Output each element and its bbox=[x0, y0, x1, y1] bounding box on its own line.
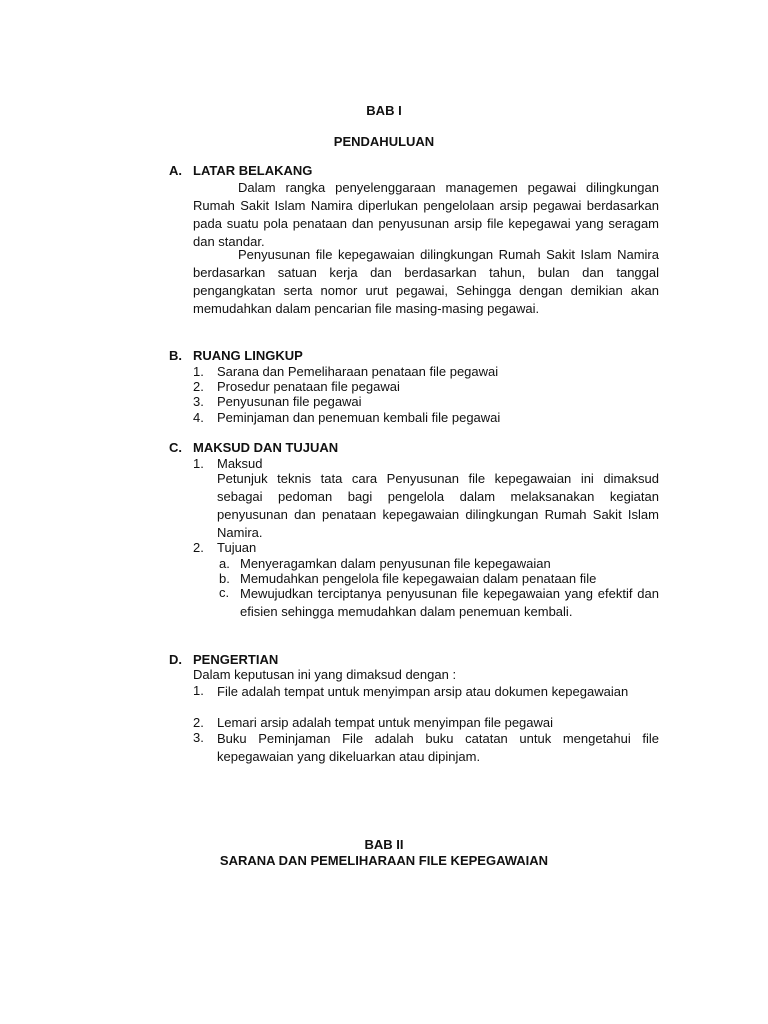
tujuan-label: Tujuan bbox=[217, 540, 257, 555]
list-item-number: 2. bbox=[193, 379, 204, 394]
section-a-paragraph-1-text: Dalam rangka penyelenggaraan managemen pegawai dilingkungan Rumah Sakit Islam Namira diperlukan pengelolaan arsip pegawai berdasarkan pada suatu pola penataan dan penyusunan arsip file kepegawai yang seragam dan standar. bbox=[193, 180, 659, 249]
list-item: Lemari arsip adalah tempat untuk menyimpan file pegawai bbox=[217, 715, 554, 730]
section-d-letter: D. bbox=[169, 652, 182, 667]
sub-list-item: Menyeragamkan dalam penyusunan file kepegawaian bbox=[240, 556, 551, 571]
sub-list-item: Memudahkan pengelola file kepegawaian dalam penataan file bbox=[240, 571, 597, 586]
list-item-number: 3. bbox=[193, 394, 204, 409]
list-item-number: 1. bbox=[193, 456, 204, 471]
chapter-2-title: BAB II bbox=[364, 837, 404, 852]
section-a-paragraph-1 bbox=[193, 179, 659, 251]
list-item: Peminjaman dan penemuan kembali file pegawai bbox=[217, 410, 501, 425]
section-d-intro: Dalam keputusan ini yang dimaksud dengan : bbox=[193, 667, 457, 682]
list-item-number: 2. bbox=[193, 715, 204, 730]
section-a-title: LATAR BELAKANG bbox=[193, 163, 313, 178]
section-c-title: MAKSUD DAN TUJUAN bbox=[193, 440, 339, 455]
maksud-text: Petunjuk teknis tata cara Penyusunan file kepegawaian ini dimaksud sebagai pedoman bagi pengelola dalam melaksanakan kegiatan penyusunan dan penataan kepegawaian dilingkungan Rumah Sakit Islam Namira. bbox=[217, 471, 659, 540]
section-a-paragraph-2-text: Penyusunan file kepegawaian dilingkungan Rumah Sakit Islam Namira berdasarkan satuan kerja dan berdasarkan tahun, bulan dan tanggal pengangkatan serta nomor urut pegawai, Sehingga dengan demikian akan memudahkan dalam pencarian file masing-masing pegawai. bbox=[193, 247, 659, 316]
list-item: File adalah tempat untuk menyimpan arsip atau dokumen kepegawaian bbox=[217, 684, 629, 699]
list-item: Prosedur penataan file pegawai bbox=[217, 379, 400, 394]
list-item: Sarana dan Pemeliharaan penataan file pegawai bbox=[217, 364, 499, 379]
maksud-label: Maksud bbox=[217, 456, 263, 471]
list-item: Penyusunan file pegawai bbox=[217, 394, 362, 409]
section-a-paragraph-2 bbox=[193, 246, 659, 318]
list-item-number: 2. bbox=[193, 540, 204, 555]
sub-list-item: Mewujudkan terciptanya penyusunan file kepegawaian yang efektif dan efisien sehingga memudahkan dalam penemuan kembali. bbox=[240, 586, 659, 619]
section-c-letter: C. bbox=[169, 440, 182, 455]
list-item-number: 4. bbox=[193, 410, 204, 425]
chapter-2-subtitle: SARANA DAN PEMELIHARAAN FILE KEPEGAWAIAN bbox=[219, 853, 549, 868]
sub-item-letter: c. bbox=[219, 585, 230, 600]
section-b-title: RUANG LINGKUP bbox=[193, 348, 303, 363]
chapter-title: BAB I bbox=[366, 103, 402, 118]
sub-item-letter: b. bbox=[219, 571, 230, 586]
section-b-letter: B. bbox=[169, 348, 182, 363]
sub-item-letter: a. bbox=[219, 556, 230, 571]
section-a-letter: A. bbox=[169, 163, 182, 178]
chapter-subtitle: PENDAHULUAN bbox=[333, 134, 435, 149]
list-item-number: 1. bbox=[193, 364, 204, 379]
section-d-title: PENGERTIAN bbox=[193, 652, 279, 667]
list-item: Buku Peminjaman File adalah buku catatan untuk mengetahui file kepegawaian yang dikeluarkan atau dipinjam. bbox=[217, 731, 659, 764]
list-item-number: 3. bbox=[193, 730, 204, 745]
list-item-number: 1. bbox=[193, 683, 204, 698]
